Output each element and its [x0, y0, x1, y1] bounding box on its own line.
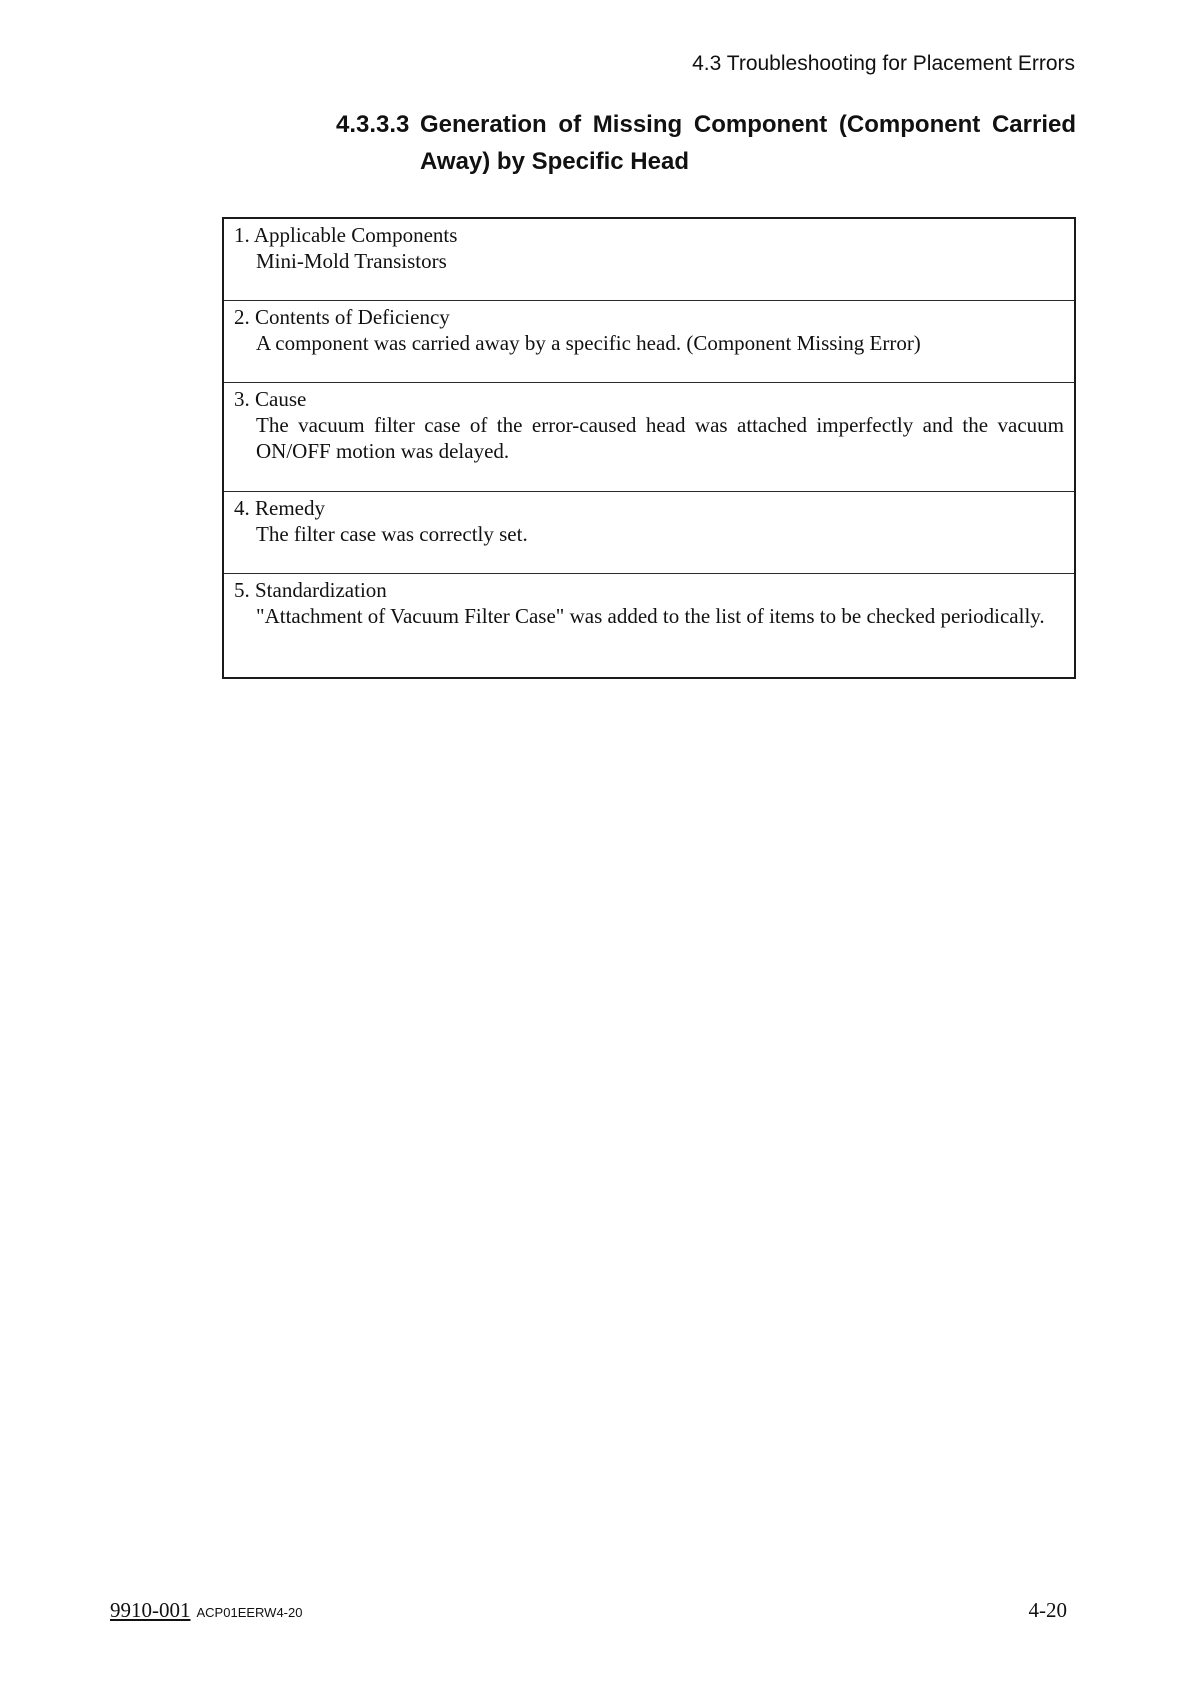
section-heading [336, 106, 1076, 180]
row-heading: 2. Contents of Deficiency [234, 305, 450, 329]
table-row-cause [224, 383, 1074, 492]
table-row-applicable-components [224, 219, 1074, 301]
section-title-line-1: Generation of Missing Component (Component Carried [420, 111, 1076, 138]
document-number: 9910-001 [110, 1598, 191, 1622]
row-body: A component was carried away by a specific head. (Component Missing Error) [256, 331, 921, 355]
deficiency-report-table [222, 217, 1076, 679]
section-title-line-2: Away) by Specific Head [420, 148, 689, 175]
table-row-remedy [224, 492, 1074, 574]
row-body: The filter case was correctly set. [256, 522, 528, 546]
running-header: 4.3 Troubleshooting for Placement Errors [692, 52, 1075, 75]
row-heading: 5. Standardization [234, 578, 387, 602]
document-code: ACP01EERW4-20 [196, 1605, 303, 1620]
row-body: Mini-Mold Transistors [256, 249, 447, 273]
row-heading: 3. Cause [234, 387, 307, 411]
row-heading: 1. Applicable Components [234, 223, 458, 247]
section-number: 4.3.3.3 [336, 111, 410, 138]
footer-document-id [110, 1598, 302, 1623]
row-body: The vacuum filter case of the error-caused head was attached imperfectly and the vacuum ON/OFF motion was delayed. [256, 413, 1064, 463]
row-body: "Attachment of Vacuum Filter Case" was added to the list of items to be checked periodically. [256, 604, 1045, 628]
row-heading: 4. Remedy [234, 496, 325, 520]
table-row-standardization [224, 574, 1074, 677]
page-number: 4-20 [1028, 1598, 1067, 1622]
table-row-contents-of-deficiency [224, 301, 1074, 383]
